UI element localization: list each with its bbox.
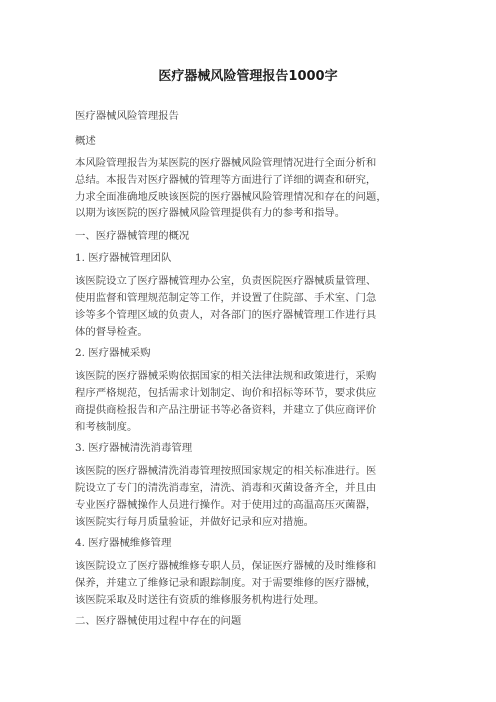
paragraph-line: 体的督导检查。 bbox=[75, 326, 148, 338]
overview-line: 力求全面准确地反映该医院的医疗器械风险管理情况和存在的问题， bbox=[75, 191, 387, 203]
section-heading: 二、医疗器械使用过程中存在的问题 bbox=[75, 615, 242, 627]
paragraph-line: 该医院设立了医疗器械维修专职人员，保证医疗器械的及时维修和 bbox=[75, 560, 377, 572]
subsection-heading: 2. 医疗器械采购 bbox=[75, 347, 151, 359]
paragraph-line: 专业医疗器械操作人员进行操作。对于使用过的高温高压灭菌器， bbox=[75, 499, 377, 511]
subsection-heading: 3. 医疗器械清洗消毒管理 bbox=[75, 442, 193, 454]
paragraph-line: 程序严格规范，包括需求计划制定、询价和招标等环节，要求供应 bbox=[75, 387, 377, 399]
document-subtitle: 医疗器械风险管理报告 bbox=[75, 110, 179, 122]
overview-line: 以期为该医院的医疗器械风险管理提供有力的参考和指导。 bbox=[75, 207, 346, 219]
paragraph-line: 和考核制度。 bbox=[75, 421, 138, 433]
subsection-heading: 4. 医疗器械维修管理 bbox=[75, 537, 172, 549]
section-heading: 一、医疗器械管理的概况 bbox=[75, 230, 190, 242]
document-title: 医疗器械风险管理报告1000字 bbox=[158, 69, 338, 84]
paragraph-line: 该医院实行每月质量验证，并做好记录和应对措施。 bbox=[75, 516, 314, 528]
paragraph-line: 该医院的医疗器械清洗消毒管理按照国家规定的相关标准进行。医 bbox=[75, 465, 377, 477]
paragraph-line: 该医院设立了医疗器械管理办公室，负责医院医疗器械质量管理、 bbox=[75, 275, 377, 287]
paragraph-line: 诊等多个管理区域的负责人，对各部门的医疗器械管理工作进行具 bbox=[75, 309, 377, 321]
subsection-heading: 1. 医疗器械管理团队 bbox=[75, 252, 172, 264]
paragraph-line: 该医院的医疗器械采购依据国家的相关法律法规和政策进行，采购 bbox=[75, 370, 377, 382]
paragraph-line: 保养，并建立了维修记录和跟踪制度。对于需要维修的医疗器械， bbox=[75, 577, 377, 589]
paragraph-line: 使用监督和管理规范制定等工作，并设置了住院部、手术室、门急 bbox=[75, 292, 377, 304]
paragraph-line: 商提供商检报告和产品注册证书等必备资料，并建立了供应商评价 bbox=[75, 404, 377, 416]
overview-line: 总结。本报告对医疗器械的管理等方面进行了详细的调查和研究， bbox=[75, 174, 377, 186]
overview-heading: 概述 bbox=[75, 135, 96, 147]
paragraph-line: 院设立了专门的清洗消毒室，清洗、消毒和灭菌设备齐全，并且由 bbox=[75, 482, 377, 494]
overview-line: 本风险管理报告为某医院的医疗器械风险管理情况进行全面分析和 bbox=[75, 157, 377, 169]
paragraph-line: 该医院采取及时送往有资质的维修服务机构进行处理。 bbox=[75, 594, 325, 606]
